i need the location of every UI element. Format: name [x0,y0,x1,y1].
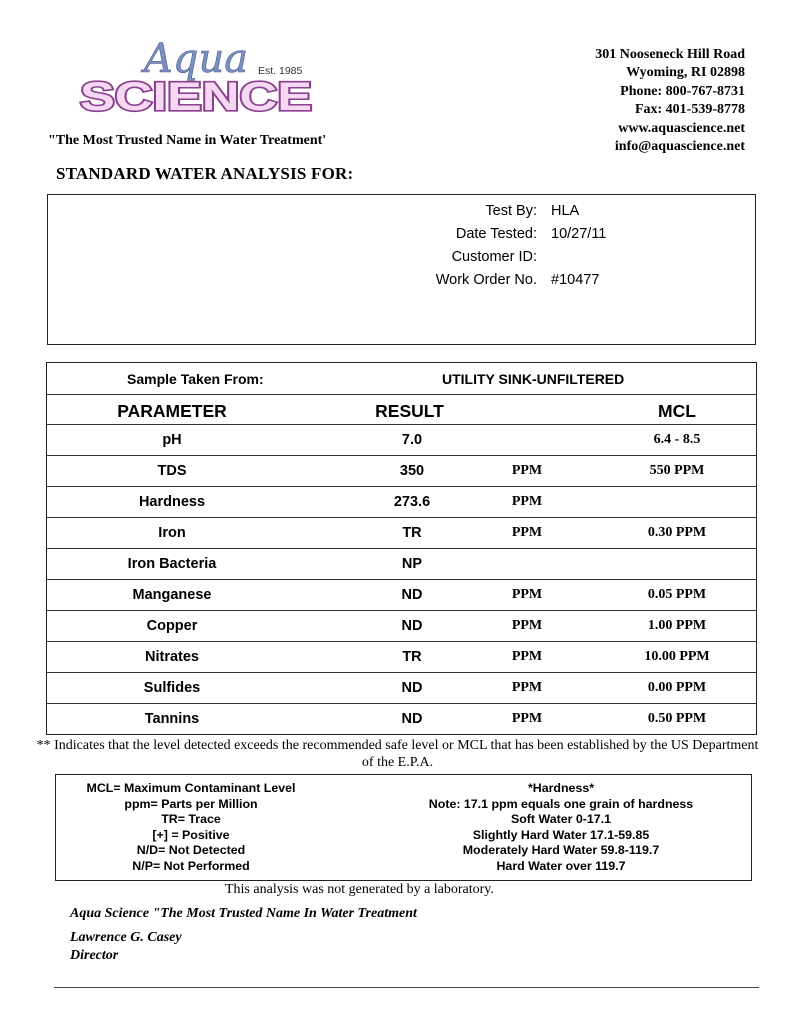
unit-cell: PPM [511,649,543,664]
parameter-cell: Tannins [144,711,200,727]
unit-cell: PPM [511,618,543,633]
date-tested-label: Date Tested: [455,226,537,242]
parameter-cell: Iron [158,525,186,541]
unit-cell: PPM [511,680,543,695]
mcl-cell: 0.00 PPM [647,680,707,695]
divider [47,672,756,673]
customer-info-box [47,194,756,345]
parameter-cell: Sulfides [143,680,201,696]
mcl-cell: 550 PPM [649,463,705,478]
legend-line: [+] = Positive [152,827,230,842]
result-cell: NP [401,556,423,572]
parameter-cell: Manganese [132,587,212,603]
divider [47,610,756,611]
unit-cell: PPM [511,525,543,540]
unit-cell: PPM [511,463,543,478]
mcl-cell: 1.00 PPM [647,618,707,633]
work-order-label: Work Order No. [435,272,537,288]
hardness-legend [416,781,706,875]
divider [47,641,756,642]
test-by-value: HLA [551,203,580,219]
result-cell: ND [401,711,423,727]
signature-role: Director [70,948,119,963]
parameter-cell: Hardness [138,494,206,510]
email: info@aquascience.net [614,139,745,155]
legend-line: Soft Water 0-17.1 [510,812,612,827]
svg-text:SCIENCE: SCIENCE [80,75,312,119]
divider [47,394,756,395]
divider [47,486,756,487]
legend-line: MCL= Maximum Contaminant Level [86,781,296,795]
exceedance-note: ** Indicates that the level detected exceeds the recommended safe level or MCL that has been established by the US Department of the E.P.A. [36,738,759,770]
legend-line: Note: 17.1 ppm equals one grain of hardness [428,796,694,811]
work-order-value: #10477 [551,272,600,288]
mcl-cell: 0.50 PPM [647,711,707,726]
legend-line: N/D= Not Detected [136,843,246,858]
signature-name: Lawrence G. Casey [70,930,182,945]
divider [47,517,756,518]
mcl-cell: 0.30 PPM [647,525,707,540]
city-state-zip: Wyoming, RI 02898 [626,65,745,81]
unit-cell: PPM [511,587,543,602]
legend-line: Hard Water over 119.7 [496,858,626,873]
mcl-cell: 6.4 - 8.5 [653,432,701,447]
results-table [46,362,757,735]
legend-line: Moderately Hard Water 59.8-119.7 [462,843,660,858]
result-cell: 7.0 [401,432,423,448]
bottom-rule [54,987,759,988]
legend-line: Slightly Hard Water 17.1-59.85 [472,827,650,842]
customer-id-label: Customer ID: [451,249,537,265]
mcl-cell: 0.05 PPM [647,587,707,602]
result-cell: ND [401,618,423,634]
legend-line: *Hardness* [527,781,595,795]
divider [47,424,756,425]
divider [47,548,756,549]
company-address [595,46,745,156]
parameter-cell: pH [162,432,182,448]
parameter-cell: TDS [157,463,187,479]
phone-number: Phone: 800-767-8731 [620,83,745,99]
abbreviations-legend [56,781,326,875]
aqua-science-logo [78,30,318,126]
header-result: RESULT [375,401,444,421]
header-mcl: MCL [658,401,696,421]
header-parameter: PARAMETER [117,401,227,421]
test-by-label: Test By: [485,203,537,219]
legend-box [55,774,752,881]
parameter-cell: Iron Bacteria [127,556,217,572]
divider [47,579,756,580]
svg-text:Aqua: Aqua [144,36,249,82]
legend-line: N/P= Not Performed [132,858,250,873]
parameter-cell: Nitrates [145,649,199,665]
signature-company: Aqua Science "The Most Trusted Name In Water Treatment [70,906,417,921]
result-cell: 273.6 [393,494,431,510]
legend-line: ppm= Parts per Million [124,796,258,811]
date-tested-value: 10/27/11 [551,226,607,242]
unit-cell: PPM [511,711,543,726]
mcl-cell: 10.00 PPM [644,649,710,664]
street-address: 301 Nooseneck Hill Road [595,47,745,62]
document-title: STANDARD WATER ANALYSIS FOR: [56,164,354,183]
divider [47,703,756,704]
sample-label: Sample Taken From: [127,371,264,387]
sample-value: UTILITY SINK-UNFILTERED [442,371,625,387]
result-cell: TR [402,649,422,665]
result-cell: TR [402,525,422,541]
result-cell: 350 [399,463,425,479]
legend-line: TR= Trace [161,812,221,827]
parameter-cell: Copper [146,618,198,634]
result-cell: ND [401,680,423,696]
result-cell: ND [401,587,423,603]
tagline: "The Most Trusted Name in Water Treatment' [48,133,327,148]
fax-number: Fax: 401-539-8778 [634,102,745,118]
disclaimer: This analysis was not generated by a laboratory. [225,882,494,897]
svg-text:Est. 1985: Est. 1985 [258,65,303,77]
unit-cell: PPM [511,494,543,509]
divider [47,455,756,456]
website: www.aquascience.net [618,120,745,136]
